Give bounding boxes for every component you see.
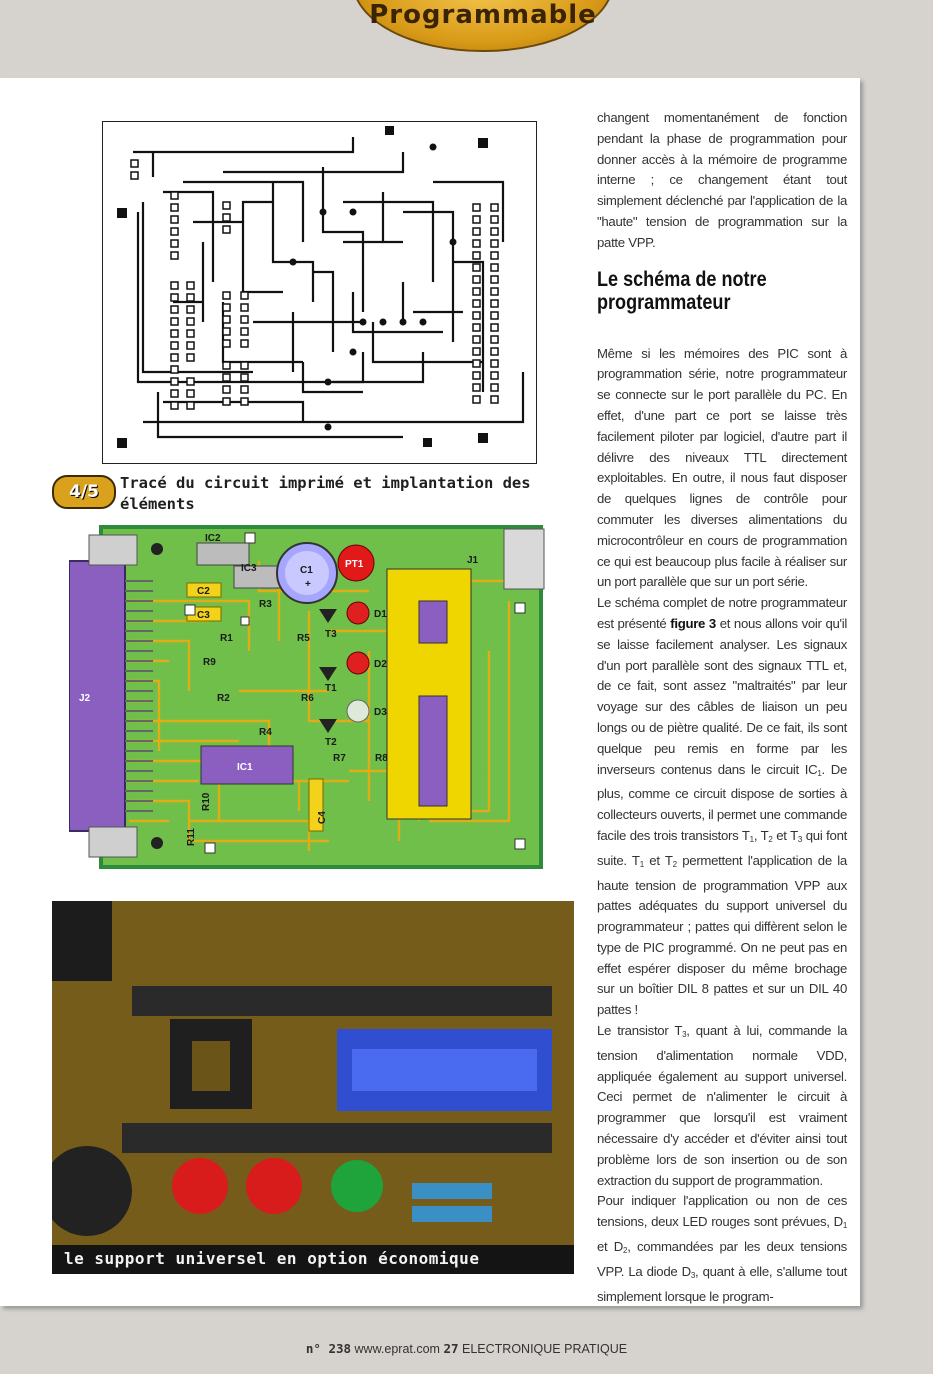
label-r7: R7 <box>333 753 346 764</box>
label-d1: D1 <box>374 609 387 620</box>
figure-number-badge <box>52 475 116 509</box>
article-column <box>597 108 847 1307</box>
label-j2: J2 <box>79 693 91 704</box>
label-d3: D3 <box>374 707 387 718</box>
paragraph-2: Le schéma complet de notre programmateur est présenté figure 3 et nous allons voir qu'il se laisse facilement analyser. Les signaux d'un port parallèle sont des signaux TTL et, de ce fait, sont assez "maltraités" par leur voyage sur des câbles de liaison un peu longs ou de piètre qualité. De ce fait, ils sont quelque peu remis en forme par les inverseurs contenus dans le circuit $IC_1$. De plus, comme ce circuit dispose de sorties à collecteurs ouverts, il permet une commande facile des trois transistors $T_1$, $T_2$ et $T_3$ qui font suite. $T_1$ et $T_2$ permettent l'application de la haute tension de programmation VPP aux pattes adéquates du support universel du programmateur ; pattes qui diffèrent selon le type de PIC programmé. On ne peut pas en effet espérer disposer du même brochage sur un boîtier DIL 8 pattes et sur un DIL 40 pattes ! <box>597 595 848 1018</box>
label-t1: T1 <box>325 683 337 694</box>
label-c1: C1 <box>300 565 313 576</box>
label-r11: R11 <box>186 828 197 846</box>
label-r10: R10 <box>201 792 212 811</box>
label-r4: R4 <box>259 727 272 738</box>
label-ic2: IC2 <box>205 533 221 544</box>
socket-photo-image <box>52 901 574 1274</box>
label-r9: R9 <box>203 657 216 668</box>
section-heading: Le schéma de notre programmateur <box>597 267 767 314</box>
label-r5: R5 <box>297 633 310 644</box>
section-title: Programmable <box>369 0 597 30</box>
label-c2: C2 <box>197 586 210 597</box>
section-badge <box>352 0 614 52</box>
article-intro: changent momentanément de fonction pendant la phase de programmation pour donner accès à la mémoire de programme interne ; ce changement étant tout simplement déclenché par l'application de la "haute" tension de programmation sur la patte VPP. <box>597 110 847 250</box>
paragraph-1: Même si les mémoires des PIC sont à programmation série, notre programmateur se connecte sur le port parallèle du PC. En effet, d'une part ce port se laisse très facilement piloter par logiciel, d'autre part il délivre des niveaux TTL directement exploitables. En outre, il nous faut disposer de quelques lignes de contrôle pour commuter les diverses alimentations du microcontrôleur en cours de programmation ce qui est beaucoup plus facile à réaliser sur un port parallèle que sur un port série. <box>597 345 847 590</box>
website: www.eprat.com <box>354 1342 440 1356</box>
paragraph-4: Pour indiquer l'application ou non de ces tensions, deux LED rouges sont prévues, $D_1$ et $D_2$, commandées par les deux tensions VPP. La diode $D_3$, quant à elle, s'allume tout simplement lorsque le program- <box>597 1193 847 1304</box>
label-j1: J1 <box>467 555 479 566</box>
component-placement-figure <box>69 521 545 871</box>
issue-number: n° 238 <box>305 1341 352 1356</box>
photo-caption-bar <box>52 1245 574 1274</box>
label-c4: C4 <box>317 811 328 824</box>
figure-caption-text: Tracé du circuit imprimé et implantation des éléments <box>120 474 531 513</box>
photo-universal-socket <box>52 901 574 1274</box>
label-t3: T3 <box>325 629 337 640</box>
label-pt1: PT1 <box>345 559 364 570</box>
label-c1-plus: + <box>305 579 311 590</box>
label-t2: T2 <box>325 737 337 748</box>
label-r8: R8 <box>375 753 388 764</box>
label-r2: R2 <box>217 693 230 704</box>
label-r1: R1 <box>220 633 233 644</box>
magazine-name: ELECTRONIQUE PRATIQUE <box>462 1342 628 1356</box>
photo-caption-text: le support universel en option économique <box>64 1249 480 1268</box>
label-d2: D2 <box>374 659 387 670</box>
figure-number: 4/5 <box>69 482 99 502</box>
label-ic3: IC3 <box>241 563 257 574</box>
page-footer <box>0 1341 933 1356</box>
paragraph-3: Le transistor $T_3$, quant à lui, commande la tension d'alimentation normale VDD, appliquée également au support universel. Ceci permet de n'alimenter le circuit à programmer que lorsqu'il est vraiment nécessaire d'y accéder et d'éviter ainsi tout problème lors de son insertion ou de son extraction du support de programmation. <box>597 1023 847 1188</box>
label-r6: R6 <box>301 693 314 704</box>
label-c3: C3 <box>197 610 210 621</box>
label-r3: R3 <box>259 599 272 610</box>
label-ic1: IC1 <box>237 762 253 773</box>
page-number: 27 <box>443 1341 459 1356</box>
pcb-trace-figure <box>102 121 537 464</box>
